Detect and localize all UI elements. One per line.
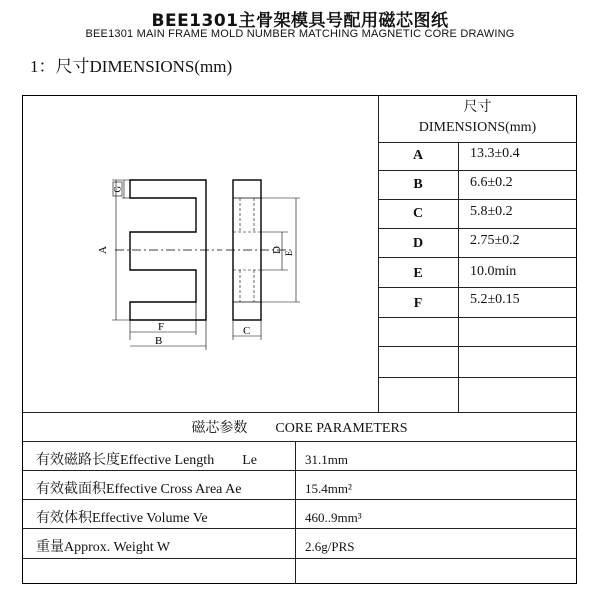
divider	[22, 528, 577, 529]
dim-value-b: 6.6±0.2	[470, 175, 513, 190]
divider	[378, 257, 577, 258]
divider	[378, 287, 577, 288]
divider	[295, 441, 296, 584]
param-value-area: 15.4mm²	[305, 481, 352, 496]
dim-label-d: D	[271, 246, 283, 254]
dim-key-c: C	[412, 206, 424, 221]
divider	[378, 317, 577, 318]
divider	[378, 346, 577, 347]
section-heading: 1：尺寸DIMENSIONS(mm)	[30, 57, 233, 76]
dim-key-f: F	[413, 296, 423, 311]
param-label-area: 有效截面积Effective Cross Area Ae	[36, 482, 242, 497]
param-value-length: 31.1mm	[305, 452, 348, 467]
divider	[378, 228, 577, 229]
dim-value-e: 10.0min	[470, 264, 517, 279]
dim-value-f: 5.2±0.15	[470, 292, 520, 307]
divider	[22, 412, 577, 413]
dim-label-b: B	[155, 335, 163, 347]
core-parameters-heading: 磁芯参数 CORE PARAMETERS	[191, 421, 408, 436]
dim-key-d: D	[412, 236, 424, 251]
dim-label-a: A	[97, 246, 109, 254]
param-value-volume: 460..9mm³	[305, 510, 362, 525]
dim-label-f: F	[158, 321, 165, 333]
divider	[458, 142, 459, 412]
dim-key-a: A	[412, 148, 424, 163]
divider	[378, 170, 577, 171]
divider	[22, 470, 577, 471]
dim-key-b: B	[413, 177, 423, 192]
divider	[22, 441, 577, 442]
param-label-length: 有效磁路长度Effective Length Le	[36, 453, 257, 468]
dimensions-header-en: DIMENSIONS(mm)	[418, 120, 537, 135]
divider	[378, 377, 577, 378]
dim-label-c: C	[243, 325, 251, 337]
divider	[22, 499, 577, 500]
dim-label-e: E	[284, 250, 294, 256]
dimensions-header-cn: 尺寸	[463, 100, 492, 115]
dim-label-g: G	[112, 186, 123, 193]
dim-value-d: 2.75±0.2	[470, 233, 520, 248]
page-subtitle: BEE1301 MAIN FRAME MOLD NUMBER MATCHING MAGNETIC CORE DRAWING	[85, 28, 515, 40]
dim-key-e: E	[413, 266, 423, 281]
divider	[378, 142, 577, 143]
param-value-weight: 2.6g/PRS	[305, 539, 355, 554]
core-drawing	[60, 170, 310, 360]
param-label-volume: 有效体积Effective Volume Ve	[36, 511, 208, 526]
dim-value-a: 13.3±0.4	[470, 146, 520, 161]
page-title: BEE1301主骨架模具号配用磁芯图纸	[151, 11, 449, 31]
divider	[378, 199, 577, 200]
param-label-weight: 重量Approx. Weight W	[36, 540, 171, 555]
divider	[22, 558, 577, 559]
dim-value-c: 5.8±0.2	[470, 204, 513, 219]
